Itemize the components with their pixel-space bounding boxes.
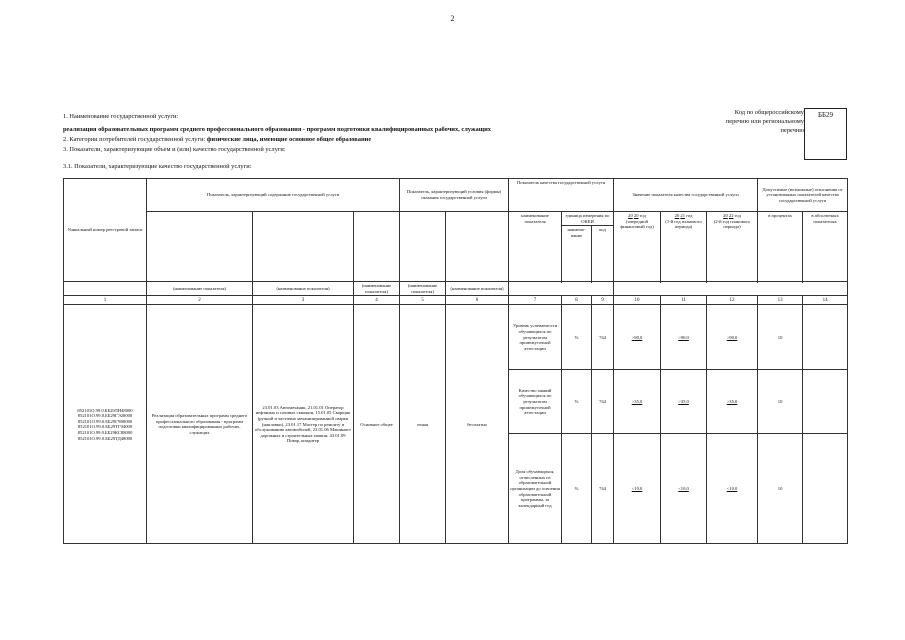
- header-empty-8: [614, 282, 848, 296]
- cell-deviation-absolute: [803, 434, 848, 544]
- header-unit-name: наимено-вание: [562, 226, 592, 282]
- cell-code: 744: [592, 434, 614, 544]
- header-empty-1b: [64, 282, 147, 296]
- header-naim-pok-5: (наименование показателя): [446, 282, 509, 296]
- header-unique-number: Уникальный номер реестровой записи: [64, 179, 147, 282]
- header-percent: в процентах: [758, 212, 803, 282]
- header-naim-pok-2: (наименование показателя): [253, 282, 354, 296]
- consumer-category-value: физические лица, имеющие основное общее образование: [206, 136, 372, 143]
- cell-value-year2: >90,0: [661, 305, 707, 370]
- cell-deviation-percent: 10: [758, 370, 803, 434]
- header-unit: единица измерения по ОКЕИ: [562, 212, 614, 226]
- col-number: 7: [509, 296, 562, 305]
- header-naim-pok-3: (наименование показателя): [354, 282, 400, 296]
- cell-deviation-percent: 10: [758, 305, 803, 370]
- col-number: 13: [758, 296, 803, 305]
- col-number: 3: [253, 296, 354, 305]
- col-number: 1: [64, 296, 147, 305]
- header-year2: 20 21 год (1-й год планового периода): [661, 212, 707, 282]
- table-row: [64, 305, 848, 370]
- cell-value-year1: <10,0: [614, 434, 661, 544]
- classifier-code-box: ББ29: [804, 108, 847, 160]
- header-empty-4: [354, 212, 400, 282]
- header-year1: 20 20 год (очередной финансовый год): [614, 212, 661, 282]
- header-value: Значение показателя качества государственной услуги: [614, 179, 758, 212]
- cell-deviation-absolute: [803, 305, 848, 370]
- col-number: 6: [446, 296, 509, 305]
- header-absolute: в абсолютных показателях: [803, 212, 848, 282]
- cell-program: Реализация образовательных программ среднего профессионального образования - программ подготовки квалифицированных рабочих, служащих: [147, 305, 253, 544]
- col-number: 10: [614, 296, 661, 305]
- consumer-category-label: 2. Категории потребителей государственной услуги:: [63, 136, 207, 143]
- cell-deviation-absolute: [803, 370, 848, 434]
- indicators-heading: 3. Показатели, характеризующие объем и (или) качество государственной услуги:: [63, 146, 286, 153]
- header-empty-2: [147, 212, 253, 282]
- cell-unit: %: [562, 305, 592, 370]
- col-number: 2: [147, 296, 253, 305]
- cell-value-year3: >35,0: [707, 370, 758, 434]
- header-indicator-name: наименование показателя: [509, 212, 562, 282]
- cell-value-year2: <10,0: [661, 434, 707, 544]
- header-unit-code: код: [592, 226, 614, 282]
- header-empty-6: [446, 212, 509, 282]
- cell-value-year3: >90,0: [707, 305, 758, 370]
- header-naim-pok-1: (наименование показателя): [147, 282, 253, 296]
- col-number: 9: [592, 296, 614, 305]
- cell-professions: 23.01.03 Автомеханик, 21.01.01 Оператор нефтяных и газовых скважин, 15.01.05 Сварщик (ручной и частично механизированной сварки (наплавки), 23.01.17 Мастер по ремонту и обслуживанию автомобилей, 23.01.06 Машинист дорожных и строительных машин, 43.01.09 Повар, кондитер: [253, 305, 354, 544]
- code-label-line1: Код по общероссийскому: [734, 109, 804, 116]
- cell-payment: бесплатно: [446, 305, 509, 544]
- header-content: Показатель, характеризующий содержание государственной услуги: [147, 179, 400, 212]
- quality-indicators-table: [63, 178, 848, 544]
- cell-value-year2: >35,0: [661, 370, 707, 434]
- cell-value-year1: >35,0: [614, 370, 661, 434]
- cell-value-year3: <10,0: [707, 434, 758, 544]
- header-deviation: Допустимые (возможные) отклонения от установленных показателей качества государственной услуги: [758, 179, 848, 212]
- header-quality: Показатель качества государственной услуги: [509, 179, 614, 212]
- header-year3: 20 22 год (2-й год планового периода): [707, 212, 758, 282]
- cell-code: 744: [592, 370, 614, 434]
- cell-deviation-percent: 10: [758, 434, 803, 544]
- cell-unit: %: [562, 434, 592, 544]
- service-name: реализация образовательных программ среднего профессионального образования - программ подготовки квалифицированных рабочих, служащих: [63, 126, 492, 133]
- col-number: 11: [661, 296, 707, 305]
- cell-registry-codes: 852101О.99.0.ББ29ЛН48000 852101О.99.0.ББ29ГЭ28000 852101О.99.0.ББ29ГЧ08000 852101О.99.0.ББ29ТГ04000 852101О.99.0.ББ29КС88000 852101О.99.0.ББ29ТД48000: [64, 305, 147, 544]
- col-number: 8: [562, 296, 592, 305]
- code-label-line2: перечню или региональному: [725, 118, 804, 125]
- cell-value-year1: >90,0: [614, 305, 661, 370]
- cell-indicator-name: Качество знаний обучающихся по результатам промежуточной аттестации: [509, 370, 562, 434]
- cell-level: Основное общее: [354, 305, 400, 544]
- code-label-line3: перечню: [780, 127, 804, 134]
- page-number: 2: [450, 14, 455, 23]
- header-conditions: Показатель, характеризующий условия (формы) оказания государственной услуги: [400, 179, 509, 212]
- section-heading: 1. Наименование государственной услуги:: [63, 113, 179, 120]
- consumer-category: [63, 136, 371, 144]
- cell-form: очная: [400, 305, 446, 544]
- header-empty-3: [253, 212, 354, 282]
- col-number: 5: [400, 296, 446, 305]
- col-number: 4: [354, 296, 400, 305]
- quality-indicators-heading: 3.1. Показатели, характеризующие качество государственной услуги:: [63, 163, 252, 170]
- cell-unit: %: [562, 370, 592, 434]
- cell-indicator-name: Доля обучающихся, отчисленных из образовательной организации до освоения образовательной программы, за календарный год: [509, 434, 562, 544]
- header-naim-pok-4: (наименование показателя): [400, 282, 446, 296]
- col-number: 12: [707, 296, 758, 305]
- classifier-code-label: [690, 108, 804, 135]
- header-empty-5: [400, 212, 446, 282]
- header-empty-7: [509, 282, 614, 296]
- cell-indicator-name: Уровень успеваемости обучающихся по результатам промежуточной аттестации: [509, 305, 562, 370]
- col-number: 14: [803, 296, 848, 305]
- cell-code: 744: [592, 305, 614, 370]
